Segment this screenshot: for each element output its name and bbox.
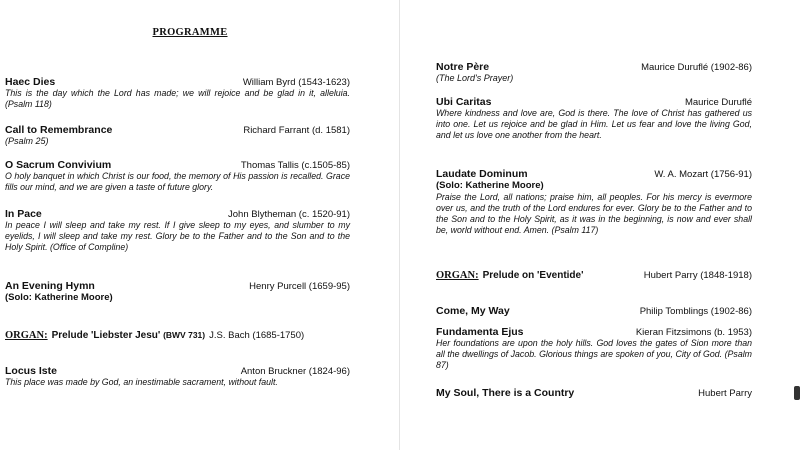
page-edge-mark: [794, 386, 800, 400]
piece-title: In Pace: [5, 208, 42, 220]
programme-entry: [436, 387, 752, 399]
programme-entry: [436, 96, 752, 141]
organ-piece-title: Prelude on 'Eventide': [482, 270, 584, 281]
programme-entry: [5, 124, 350, 147]
piece-title: Notre Père: [436, 61, 490, 73]
piece-translation: This place was made by God, an inestimable sacrament, without fault.: [5, 377, 278, 387]
organ-entry: [436, 265, 752, 283]
composer: J.S. Bach (1685-1750): [209, 330, 305, 341]
organ-piece: [52, 330, 206, 341]
piece-title: Fundamenta Ejus: [436, 326, 524, 338]
composer: Hubert Parry: [698, 388, 752, 399]
composer: Philip Tomblings (1902-86): [639, 306, 752, 317]
organ-label: ORGAN:: [5, 330, 48, 341]
composer: William Byrd (1543-1623): [242, 77, 350, 88]
piece-title: Ubi Caritas: [436, 96, 492, 108]
programme-entry: [5, 280, 350, 304]
piece-title: Locus Iste: [5, 365, 57, 377]
programme-entry: [5, 208, 350, 253]
organ-piece-title: Prelude 'Liebster Jesu': [51, 330, 161, 341]
composer: Anton Bruckner (1824-96): [240, 366, 350, 377]
programme-entry: [5, 76, 350, 110]
piece-translation: Praise the Lord, all nations; praise him, all peoples. For his mercy is evermore over us, and the truth of the Lord endures for ever. Glory be to the Father and to the Son and to the Holy Spirit, as it was in the beginning, is now and ever shall be, world without end. Amen. (Psalm 117): [436, 192, 752, 235]
piece-translation: Where kindness and love are, God is there. The love of Christ has gathered us into one. Let us rejoice and be glad in Him. Let us fear and love the living God, and let us love one another from the heart.: [436, 108, 752, 140]
programme-entry: [436, 61, 752, 84]
soloist: (Solo: Katherine Moore): [436, 180, 544, 191]
piece-title: Call to Remembrance: [5, 124, 113, 136]
piece-subtitle: (The Lord's Prayer): [436, 73, 514, 83]
programme-right-page: [400, 0, 800, 450]
piece-translation: This is the day which the Lord has made; we will rejoice and be glad in it, alleluia. (Psalm 118): [5, 88, 350, 109]
piece-title: My Soul, There is a Country: [436, 387, 575, 399]
piece-title: An Evening Hymn: [5, 280, 95, 292]
composer: Hubert Parry (1848-1918): [643, 270, 752, 281]
soloist: (Solo: Katherine Moore): [5, 292, 113, 303]
piece-title: O Sacrum Convivium: [5, 159, 112, 171]
bwv-number: (BWV 731): [163, 330, 206, 340]
organ-entry: [5, 330, 350, 341]
composer: Henry Purcell (1659-95): [249, 281, 350, 292]
composer: Thomas Tallis (c.1505-85): [240, 160, 350, 171]
piece-title: Come, My Way: [436, 305, 510, 317]
composer: W. A. Mozart (1756-91): [654, 169, 752, 180]
composer: Richard Farrant (d. 1581): [243, 125, 350, 136]
organ-label: ORGAN:: [436, 270, 479, 281]
programme-heading: PROGRAMME: [152, 27, 228, 38]
composer: Maurice Duruflé: [684, 97, 752, 108]
composer: Maurice Duruflé (1902-86): [641, 62, 752, 73]
piece-title: Laudate Dominum: [436, 168, 528, 180]
programme-entry: [5, 159, 350, 193]
composer: Kieran Fitzsimons (b. 1953): [635, 327, 752, 338]
piece-title: Haec Dies: [5, 76, 56, 88]
composer: John Blytheman (c. 1520-91): [228, 209, 350, 220]
piece-subtitle: (Psalm 25): [5, 136, 49, 146]
programme-entry: [436, 168, 752, 236]
piece-translation: Her foundations are upon the holy hills. God loves the gates of Sion more than all the dwellings of Jacob. Glorious things are spoken of you, City of God. (Psalm 87): [436, 338, 752, 370]
piece-translation: O holy banquet in which Christ is our food, the memory of His passion is recalled. Grace fills our mind, and we are given a taste of future glory.: [5, 171, 350, 192]
programme-entry: [5, 365, 350, 388]
programme-entry: [436, 305, 752, 317]
piece-translation: In peace I will sleep and take my rest. If I give sleep to my eyes, and slumber to my eyelids, I will sleep and take my rest. Glory be to the Father and to the Son and to the Holy Spirit. (Office of Compline): [5, 220, 350, 252]
programme-entry: [436, 326, 752, 371]
